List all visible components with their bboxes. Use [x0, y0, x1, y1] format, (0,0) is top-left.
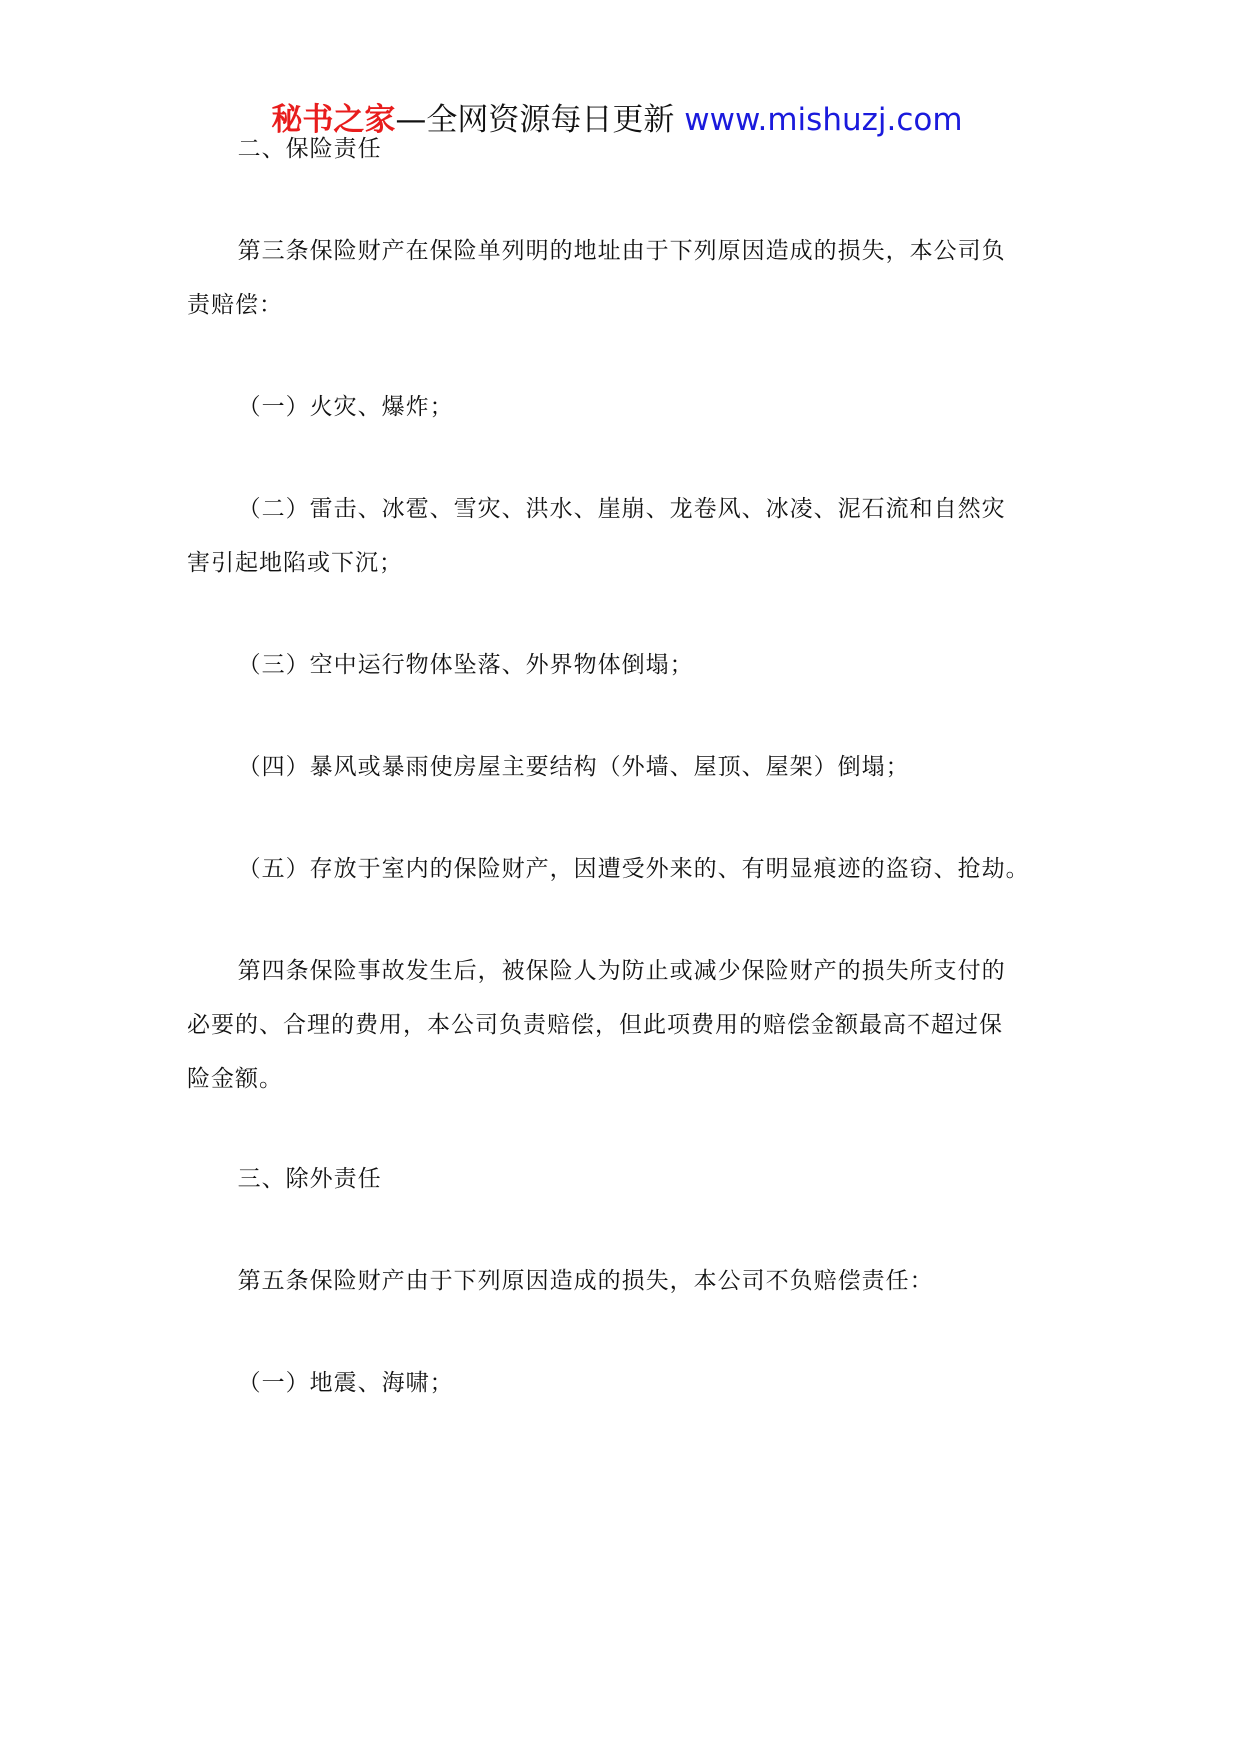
item-fire-explosion: （一）火灾、爆炸；	[237, 394, 454, 420]
section-heading-exclusions: 三、除外责任	[237, 1166, 382, 1192]
section-3	[187, 1150, 1047, 1208]
article-3-line-2: 责赔偿：	[187, 292, 283, 318]
article-5-item-1	[187, 1354, 1047, 1412]
article-3	[187, 222, 1047, 334]
article-3-item-1	[187, 378, 1047, 436]
article-4-line-2: 必要的、合理的费用，本公司负责赔偿，但此项费用的赔偿金额最高不超过保	[187, 1012, 1003, 1038]
article-5-line-1: 第五条保险财产由于下列原因造成的损失，本公司不负赔偿责任：	[237, 1268, 934, 1294]
section-heading-insurance-liability: 二、保险责任	[237, 136, 382, 162]
article-3-line-1: 第三条保险财产在保险单列明的地址由于下列原因造成的损失，本公司负	[237, 238, 1006, 264]
banner-url-link[interactable]: www.mishuzj.com	[684, 102, 963, 138]
article-4-line-3: 险金额。	[187, 1066, 283, 1092]
article-3-item-2	[187, 480, 1047, 592]
article-4-line-1: 第四条保险事故发生后，被保险人为防止或减少保险财产的损失所支付的	[237, 958, 1006, 984]
article-3-item-5	[187, 840, 1047, 898]
article-3-item-3	[187, 636, 1047, 694]
article-5	[187, 1252, 1047, 1310]
document-body	[187, 120, 1047, 178]
item-theft-robbery: （五）存放于室内的保险财产，因遭受外来的、有明显痕迹的盗窃、抢劫。	[237, 856, 1030, 882]
banner-tagline: —全网资源每日更新	[395, 102, 685, 138]
item-earthquake-tsunami: （一）地震、海啸；	[237, 1370, 454, 1396]
article-3-item-4	[187, 738, 1047, 796]
banner-brand: 秘书之家	[271, 102, 396, 138]
article-4	[187, 942, 1047, 1108]
item-natural-disasters-line-1: （二）雷击、冰雹、雪灾、洪水、崖崩、龙卷风、冰凌、泥石流和自然灾	[237, 496, 1006, 522]
item-storm-collapse: （四）暴风或暴雨使房屋主要结构（外墙、屋顶、屋架）倒塌；	[237, 754, 910, 780]
item-falling-objects: （三）空中运行物体坠落、外界物体倒塌；	[237, 652, 694, 678]
item-natural-disasters-line-2: 害引起地陷或下沉；	[187, 550, 403, 576]
